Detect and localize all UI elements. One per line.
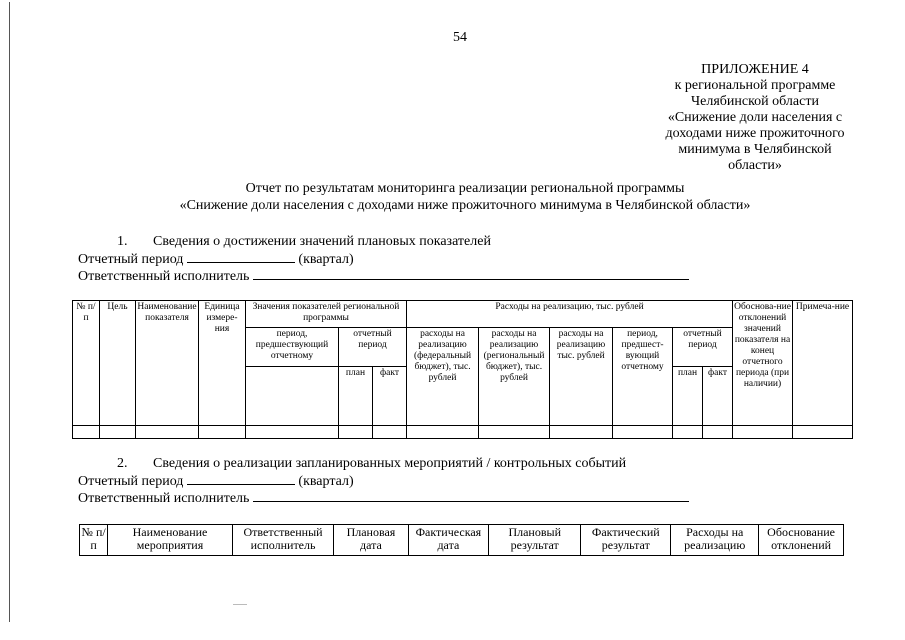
th-plan: план: [339, 367, 373, 426]
executor-fill-line: [253, 489, 689, 502]
table-cell: [136, 426, 199, 439]
section1-executor: [78, 267, 689, 285]
th-exp-plan: план: [673, 367, 703, 426]
executor-fill-line: [253, 267, 689, 280]
th-goal: Цель: [100, 301, 136, 426]
period-suffix: (квартал): [298, 474, 354, 489]
appendix-line: «Снижение доли населения с: [667, 110, 843, 125]
appendix-line: доходами ниже прожиточного: [665, 126, 845, 141]
report-title: [120, 180, 810, 214]
table-cell: [793, 426, 853, 439]
section2-heading: Сведения о реализации запланированных мероприятий / контрольных событий: [153, 456, 627, 471]
th-exp-prev-period: период, предшест-вующий отчетному: [613, 328, 673, 426]
th-exp-report-period: отчетный период: [673, 328, 733, 367]
appendix-line: минимума в Челябинской: [678, 142, 832, 157]
table-cell: [673, 426, 703, 439]
table-cell: [373, 426, 407, 439]
table-cell: [339, 426, 373, 439]
table-row: [73, 426, 853, 439]
period-fill-line: [187, 250, 295, 263]
th-number: № п/п: [80, 525, 108, 556]
th-executor: Ответственный исполнитель: [232, 525, 334, 556]
th-exp-fact: факт: [703, 367, 733, 426]
period-label: Отчетный период: [78, 474, 184, 489]
appendix-block: [630, 62, 880, 174]
indicators-table: [72, 300, 853, 439]
executor-label: Ответственный исполнитель: [78, 269, 250, 284]
page-edge-line: [9, 2, 10, 622]
table-cell: [199, 426, 246, 439]
table-cell: [100, 426, 136, 439]
th-note: Примеча-ние: [793, 301, 853, 426]
th-prev-period: период, предшествующий отчетному: [246, 328, 339, 367]
section1-period: [78, 250, 354, 268]
section2-number: 2.: [117, 456, 128, 471]
report-title-line1: Отчет по результатам мониторинга реализации региональной программы: [245, 181, 685, 196]
section1-heading: Сведения о достижении значений плановых показателей: [153, 234, 491, 249]
appendix-line: к региональной программе: [674, 78, 836, 93]
th-expenses: Расходы на реализацию, тыс. рублей: [407, 301, 733, 328]
th-planned-result: Плановый результат: [489, 525, 581, 556]
th-expenses: Расходы на реализацию: [671, 525, 759, 556]
page-number: 54: [453, 30, 467, 45]
report-title-line2: «Снижение доли населения с доходами ниже прожиточного минимума в Челябинской области»: [179, 198, 751, 213]
th-justification: Обоснова-ние отклонений значений показателя на конец отчетного периода (при наличии): [733, 301, 793, 426]
table-cell: [703, 426, 733, 439]
period-suffix: (квартал): [298, 252, 354, 267]
events-table: [79, 524, 844, 556]
period-fill-line: [187, 472, 295, 485]
th-fact: факт: [373, 367, 407, 426]
section2-executor: [78, 489, 689, 507]
table-cell: [479, 426, 550, 439]
th-report-period: отчетный период: [339, 328, 407, 367]
th-exp-total: расходы на реализацию тыс. рублей: [550, 328, 613, 426]
table-cell: [733, 426, 793, 439]
table-cell: [73, 426, 100, 439]
th-justification: Обоснование отклонений: [759, 525, 844, 556]
table-cell: [613, 426, 673, 439]
table-cell: [407, 426, 479, 439]
th-exp-federal: расходы на реализацию (федеральный бюджет), тыс. рублей: [407, 328, 479, 426]
table-cell: [246, 426, 339, 439]
th-event-name: Наименование мероприятия: [108, 525, 233, 556]
th-unit: Единица измере-ния: [199, 301, 246, 426]
th-actual-result: Фактический результат: [581, 525, 671, 556]
th-exp-regional: расходы на реализацию (региональный бюджет), тыс. рублей: [479, 328, 550, 426]
th-actual-date: Фактическая дата: [408, 525, 489, 556]
th-planned-date: Плановая дата: [334, 525, 408, 556]
th-indicator-name: Наименование показателя: [136, 301, 199, 426]
th-number: № п/п: [73, 301, 100, 426]
executor-label: Ответственный исполнитель: [78, 491, 250, 506]
section2-period: [78, 472, 354, 490]
appendix-title: ПРИЛОЖЕНИЕ 4: [701, 62, 809, 77]
appendix-line: области»: [728, 158, 782, 173]
th-prev-period-value: [246, 367, 339, 426]
table-cell: [550, 426, 613, 439]
appendix-line: Челябинской области: [691, 94, 819, 109]
scan-artifact: [233, 604, 247, 605]
th-indicator-values: Значения показателей региональной программы: [246, 301, 407, 328]
period-label: Отчетный период: [78, 252, 184, 267]
section1-number: 1.: [117, 234, 128, 249]
